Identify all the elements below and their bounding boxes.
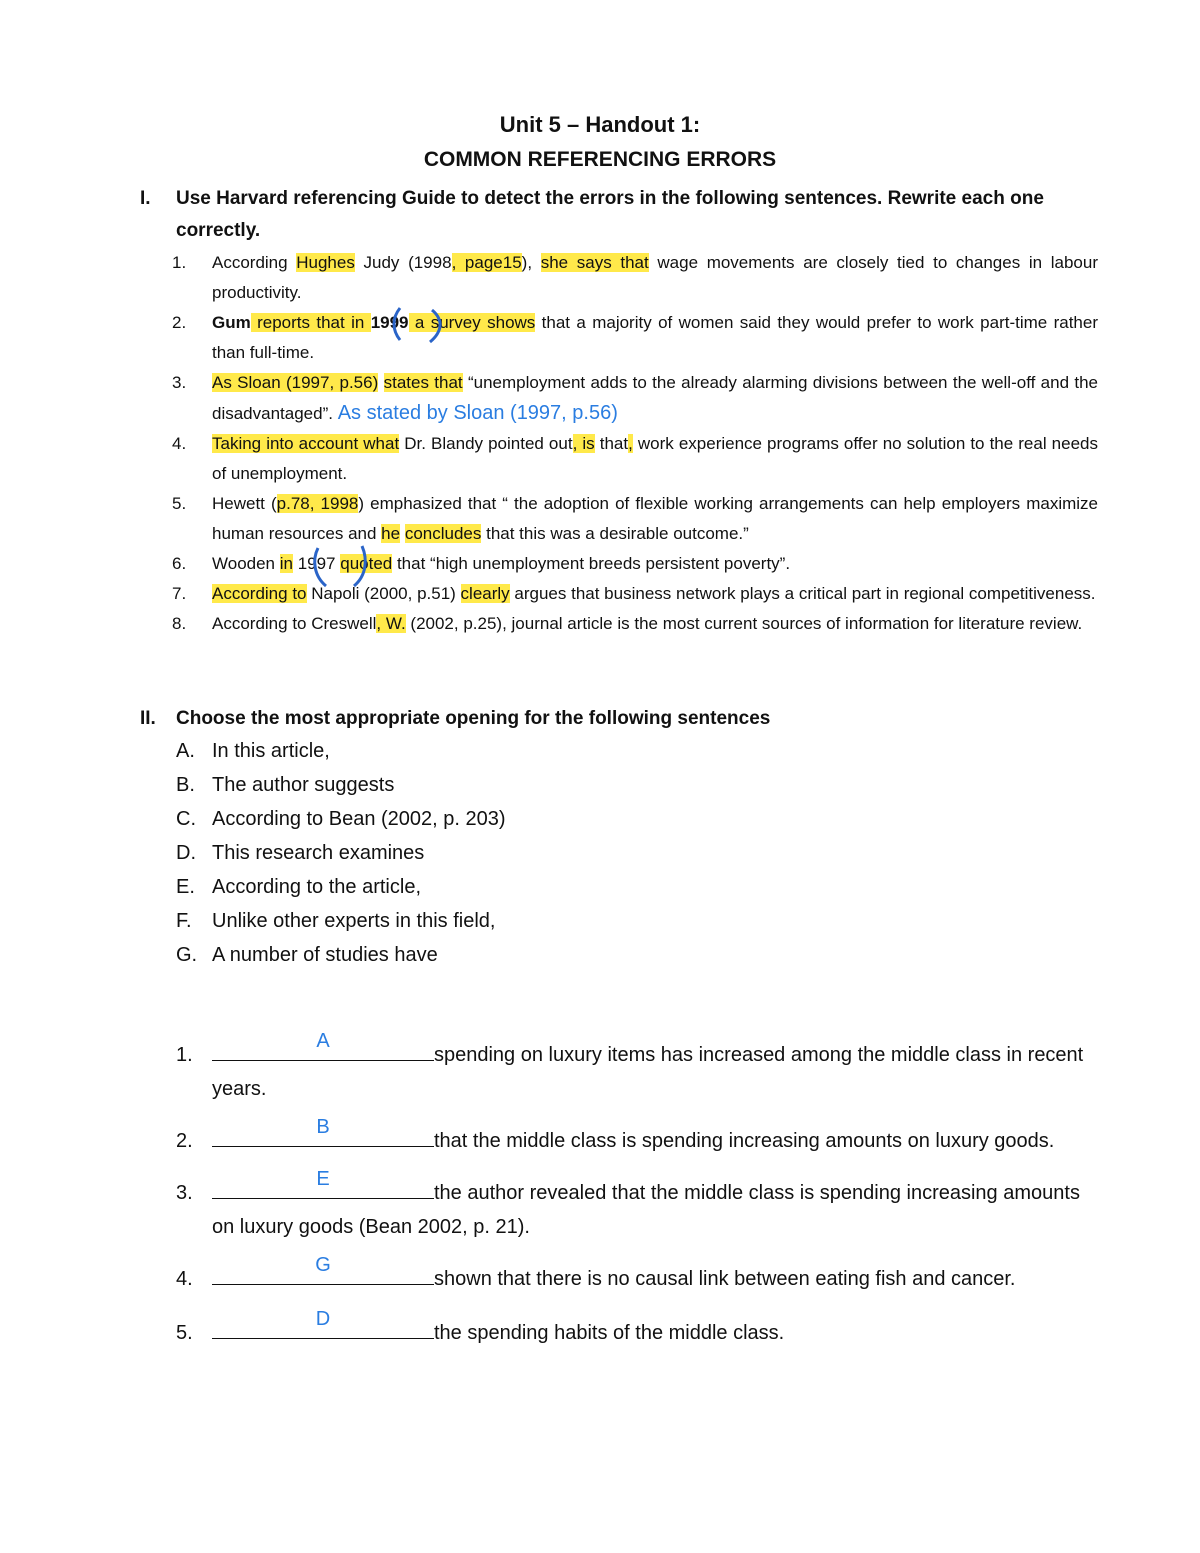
answer-blank[interactable] xyxy=(212,1308,434,1339)
opening-options-list xyxy=(176,734,876,972)
list-item: 8. According to Creswell, W. (2002, p.25), journal article is the most current sources of information for literature review. xyxy=(172,614,1083,633)
title-block xyxy=(0,108,1200,178)
handwritten-bracket-icon xyxy=(306,544,378,590)
handwritten-correction: As stated by Sloan (1997, p.56) xyxy=(337,402,618,424)
question-item: 5. D the spending habits of the middle class. xyxy=(176,1316,1100,1350)
list-item: F. Unlike other experts in this field, xyxy=(176,910,496,932)
answer-blank[interactable] xyxy=(212,1254,434,1285)
list-item: E. According to the article, xyxy=(176,876,421,898)
list-item: C. According to Bean (2002, p. 203) xyxy=(176,808,506,830)
page-subtitle: COMMON REFERENCING ERRORS xyxy=(423,148,777,171)
answer-blank[interactable] xyxy=(212,1168,434,1199)
list-item: 1. According Hughes Judy (1998, page15), she says that wage movements are closely tied to changes in labour productivity. xyxy=(172,253,1098,302)
list-item: 3. As Sloan (1997, p.56) states that “unemployment adds to the already alarming divisions between the well-off and the disadvantaged”. As stated by Sloan (1997, p.56) xyxy=(172,373,1098,424)
section-1-number: I. xyxy=(140,188,151,209)
handwritten-answer: A xyxy=(316,1030,330,1052)
list-item: A. In this article, xyxy=(176,740,330,762)
section-2-heading xyxy=(140,703,1100,735)
list-item: 4. Taking into account what Dr. Blandy pointed out, is that, work experience programs offer no solution to the real needs of unemployment. xyxy=(172,434,1098,483)
handwritten-answer: E xyxy=(316,1168,330,1190)
question-item: 3. E the author revealed that the middle class is spending increasing amounts on luxury goods (Bean 2002, p. 21). xyxy=(176,1176,1100,1244)
page-title: Unit 5 – Handout 1: xyxy=(499,112,701,137)
section-1-heading xyxy=(140,183,1100,247)
question-item: 1. A spending on luxury items has increased among the middle class in recent years. xyxy=(176,1038,1100,1106)
section-1-heading-text: Use Harvard referencing Guide to detect the errors in the following sentences. Rewrite each one correctly. xyxy=(176,188,1044,241)
fill-in-questions xyxy=(176,1030,1100,1368)
list-item: 6. Wooden in 1997 quoted that “high unemployment breeds persistent poverty”. xyxy=(172,554,791,573)
section-2-heading-text: Choose the most appropriate opening for the following sentences xyxy=(176,708,771,729)
list-item: 7. According to Napoli (2000, p.51) clearly argues that business network plays a critical part in regional competitiveness. xyxy=(172,584,1096,603)
answer-blank[interactable] xyxy=(212,1030,434,1061)
handwritten-answer: G xyxy=(315,1254,331,1276)
list-item: B. The author suggests xyxy=(176,774,395,796)
handwritten-answer: D xyxy=(315,1308,331,1330)
question-item: 2. B that the middle class is spending increasing amounts on luxury goods. xyxy=(176,1124,1100,1158)
section-2-number: II. xyxy=(140,708,156,729)
list-item: 2. Gum reports that in 1999 a survey shows that a majority of women said they would prefer to work part-time rather than full-time. xyxy=(172,313,1098,362)
handwritten-bracket-icon xyxy=(388,304,448,344)
question-item: 4. G shown that there is no causal link between eating fish and cancer. xyxy=(176,1262,1100,1296)
answer-blank[interactable] xyxy=(212,1116,434,1147)
handwritten-answer: B xyxy=(316,1116,330,1138)
list-item: D. This research examines xyxy=(176,842,425,864)
list-item: G. A number of studies have xyxy=(176,944,438,966)
list-item: 5. Hewett (p.78, 1998) emphasized that “ the adoption of flexible working arrangements can help employers maximize human resources and he concludes that this was a desirable outcome.” xyxy=(172,494,1098,543)
